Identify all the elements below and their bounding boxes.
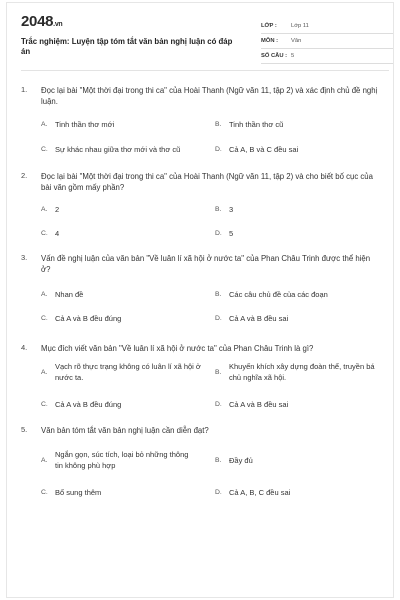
option-letter: D. bbox=[215, 401, 222, 408]
option-text: 2 bbox=[55, 205, 60, 214]
option-text: Cả A, B, C đều sai bbox=[229, 488, 291, 497]
question-text: Văn bản tóm tắt văn bản nghị luận cần diễn đạt? bbox=[41, 426, 209, 435]
option-letter: C. bbox=[41, 489, 48, 496]
meta-subject-value: Văn bbox=[291, 38, 302, 44]
question-number: 2. bbox=[21, 171, 28, 180]
option-letter: B. bbox=[215, 291, 222, 298]
option-letter: A. bbox=[41, 291, 48, 298]
question-3 bbox=[21, 253, 385, 333]
question-2 bbox=[21, 171, 385, 251]
option-text: Ngắn gọn, súc tích, loại bỏ những thông tin không phù hợp bbox=[55, 450, 189, 470]
question-number: 1. bbox=[21, 85, 28, 94]
option-text: Tinh thần thơ cũ bbox=[229, 120, 284, 129]
option-text: Sự khác nhau giữa thơ mới và thơ cũ bbox=[55, 145, 181, 154]
option-text: Bổ sung thêm bbox=[55, 488, 102, 497]
option-text: 4 bbox=[55, 229, 60, 238]
option-letter: A. bbox=[41, 369, 48, 376]
question-number: 5. bbox=[21, 425, 28, 434]
option-letter: B. bbox=[215, 121, 222, 128]
option-letter: C. bbox=[41, 401, 48, 408]
worksheet-page bbox=[6, 2, 394, 598]
meta-count-value: 5 bbox=[291, 53, 295, 59]
meta-count-row bbox=[261, 49, 393, 64]
option-text: Đầy đủ bbox=[229, 456, 253, 465]
site-logo[interactable] bbox=[21, 13, 62, 30]
exam-title: Trắc nghiệm: Luyện tập tóm tắt văn bản nghị luận có đáp án bbox=[21, 37, 233, 56]
option-text: Tinh thần thơ mới bbox=[55, 120, 115, 129]
meta-class-label: LỚP : bbox=[261, 23, 277, 29]
option-letter: C. bbox=[41, 315, 48, 322]
question-text: Mục đích viết văn bản "Về luân lí xã hội ở nước ta" của Phan Châu Trinh là gì? bbox=[41, 344, 314, 353]
option-letter: C. bbox=[41, 146, 48, 153]
option-text: Các câu chủ đề của các đoạn bbox=[229, 290, 328, 299]
option-text: Nhan đề bbox=[55, 290, 84, 299]
question-4 bbox=[21, 343, 385, 423]
option-text: Cả A và B đều sai bbox=[229, 314, 289, 323]
option-text: Cả A và B đều sai bbox=[229, 400, 289, 409]
question-text: Đọc lại bài "Một thời đại trong thi ca" của Hoài Thanh (Ngữ văn 11, tập 2) và xác định chủ đề nghị luận. bbox=[41, 86, 378, 106]
question-text: Đọc lại bài "Một thời đại trong thi ca" của Hoài Thanh (Ngữ văn 11, tập 2) và cho biết bố cục của bài văn gồm mấy phần? bbox=[41, 172, 373, 192]
worksheet-header bbox=[21, 13, 391, 65]
logo-text: 2048 bbox=[21, 13, 54, 30]
option-letter: B. bbox=[215, 206, 222, 213]
meta-count-label: SỐ CÂU : bbox=[261, 53, 288, 59]
option-letter: D. bbox=[215, 315, 222, 322]
option-letter: B. bbox=[215, 457, 222, 464]
question-5 bbox=[21, 425, 385, 515]
option-letter: A. bbox=[41, 457, 48, 464]
option-text: Cả A, B và C đều sai bbox=[229, 145, 299, 154]
option-text: Khuyến khích xây dựng đoàn thể, truyền bá chủ nghĩa xã hội. bbox=[229, 362, 375, 382]
meta-subject-row bbox=[261, 34, 393, 49]
question-number: 3. bbox=[21, 253, 28, 262]
meta-class-value: Lớp 11 bbox=[291, 23, 309, 29]
option-text: 3 bbox=[229, 205, 234, 214]
option-letter: D. bbox=[215, 146, 222, 153]
header-divider bbox=[21, 70, 389, 71]
option-letter: B. bbox=[215, 369, 222, 376]
option-text: 5 bbox=[229, 229, 234, 238]
option-letter: D. bbox=[215, 489, 222, 496]
meta-class-row bbox=[261, 19, 393, 34]
exam-meta bbox=[261, 19, 393, 64]
option-text: Cả A và B đều đúng bbox=[55, 314, 122, 323]
question-number: 4. bbox=[21, 343, 28, 352]
option-letter: A. bbox=[41, 121, 48, 128]
question-text: Vấn đề nghị luận của văn bản "Về luân lí xã hội ở nước ta" của Phan Châu Trinh được thể hiện ở? bbox=[41, 254, 371, 274]
meta-subject-label: MÔN : bbox=[261, 38, 279, 44]
logo-suffix: .vn bbox=[53, 21, 63, 28]
option-text: Cả A và B đều đúng bbox=[55, 400, 122, 409]
option-text: Vạch rõ thực trạng không có luân lí xã hội ở nước ta. bbox=[55, 362, 201, 382]
option-letter: C. bbox=[41, 230, 48, 237]
option-letter: A. bbox=[41, 206, 48, 213]
option-letter: D. bbox=[215, 230, 222, 237]
question-1 bbox=[21, 85, 385, 175]
